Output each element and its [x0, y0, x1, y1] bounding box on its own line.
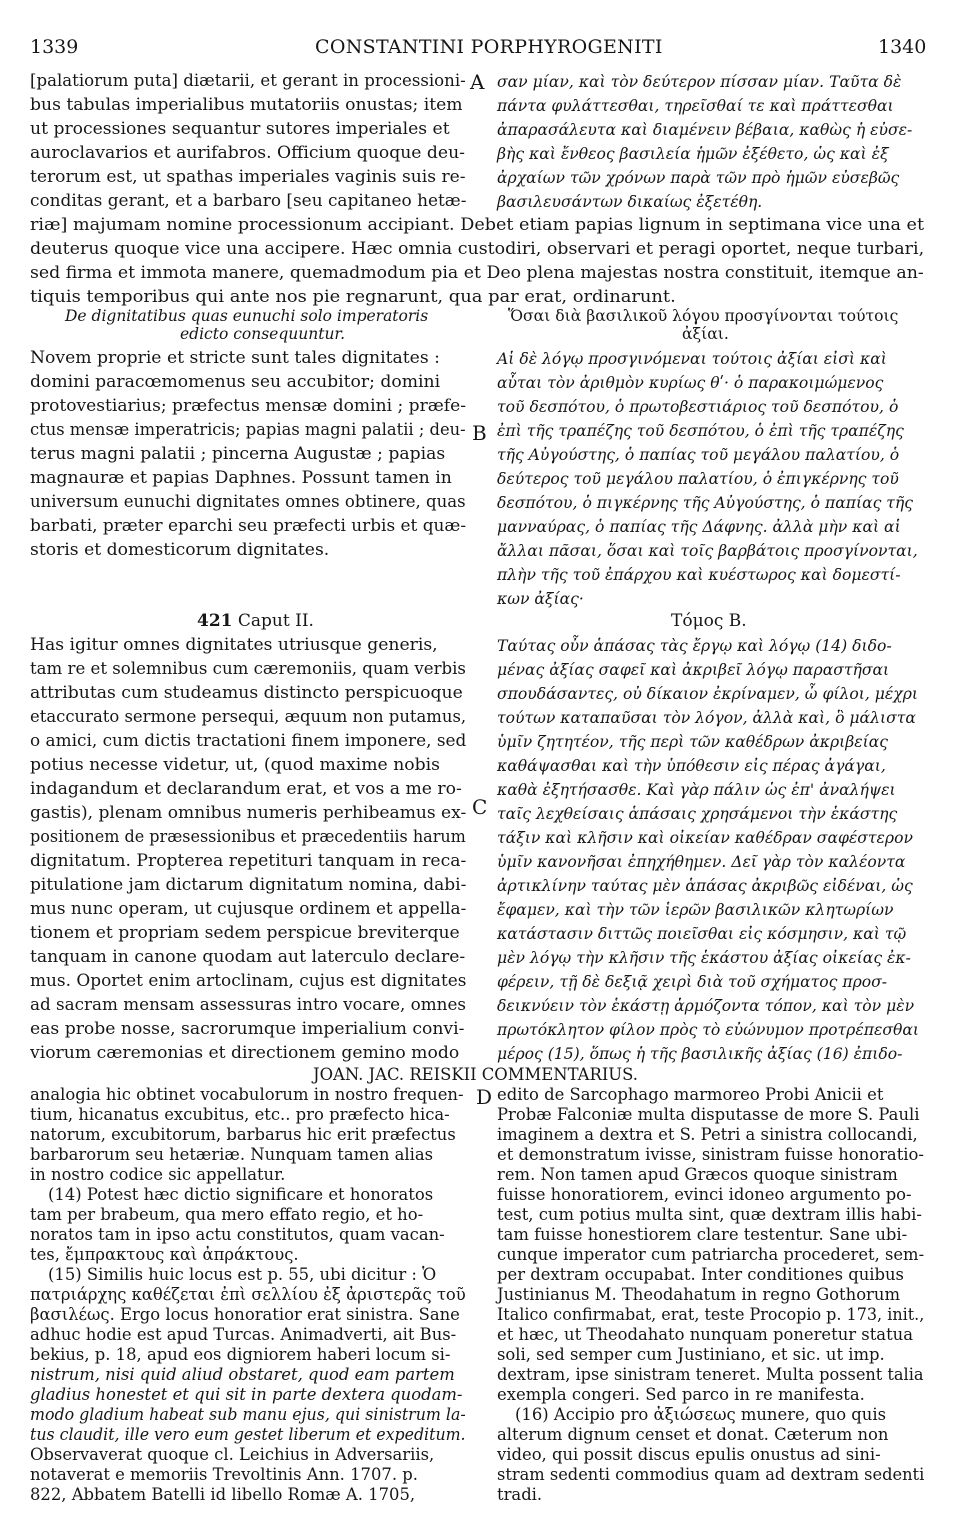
text-line: Αἱ δὲ λόγῳ προσγινόμεναι τούτοις ἀξίαι εἰσὶ καὶ [497, 350, 887, 368]
text-line: ἀπαρασάλευτα καὶ διαμένειν βέβαια, καθὼς ἡ εὐσε- [497, 121, 913, 139]
text-line: potius necesse videtur, ut, (quod maxime nobis [30, 755, 440, 775]
text-line: et hæc, ut Theodahato nunquam poneretur statua [497, 1325, 913, 1344]
text-line: barbati, præter eparchi seu præfecti urbis et quæ- [30, 516, 467, 536]
section-heading-latin: edicto consequuntur. [180, 325, 346, 343]
text-line: Italico confirmabat, erat, teste Procopio p. 173, init., [497, 1305, 925, 1324]
text-line: 822, Abbatem Batelli id libello Romæ A. 1705, [30, 1485, 416, 1504]
section-marker-a: A [470, 70, 485, 94]
text-line: τῆς Αὐγούστης, ὁ παπίας τοῦ μεγάλου παλατίου, ὁ [497, 446, 900, 464]
text-line: gastis), plenam omnibus numeris perhibeamus ex- [30, 803, 467, 823]
text-line: storis et domesticorum dignitates. [30, 540, 330, 560]
text-line: τάξιν καὶ κλῆσιν καὶ οἰκείαν καθέδραν σαφέστερον [497, 829, 913, 847]
text-line: exempla congeri. Sed parco in re manifesta. [497, 1385, 865, 1404]
text-line: πρωτόκλητον φίλον πρὸς τὸ εὐώνυμον προτρέπεσθαι [497, 1021, 919, 1039]
text-line: mus. Oportet enim artoclinam, cujus est dignitates [30, 971, 467, 991]
text-line: Novem proprie et stricte sunt tales dignitates : [30, 348, 440, 368]
text-line: attributas cum studeamus distincto perspicuoque [30, 683, 463, 703]
text-line: ctus mensæ imperatricis; papias magni palatii ; deu- [30, 420, 466, 440]
page-number-right: 1340 [878, 36, 927, 58]
text-line: τοῦ δεσπότου, ὁ πρωτοβεστιάριος τοῦ δεσπότου, ὁ [497, 398, 899, 416]
text-line: imaginem a dextra et S. Petri a sinistra collocandi, [497, 1125, 918, 1144]
text-line: notaverat e memoriis Trevoltinis Ann. 1707. p. [30, 1465, 418, 1484]
text-line: ἀρχαίων τῶν χρόνων παρὰ τῶν πρὸ ἡμῶν εὐσεβῶς [497, 169, 900, 187]
chapter-heading-latin [197, 613, 314, 630]
text-line: δεσπότου, ὁ πιγκέρνης τῆς Αὐγούστης, ὁ παπίας τῆς [497, 494, 914, 512]
chapter-label: Caput II. [237, 611, 314, 631]
text-line: soli, sed semper cum Justiniano, et sic. ut imp. [497, 1345, 885, 1364]
text-line: terus magni palatii ; pincerna Augustæ ; papias [30, 444, 446, 464]
text-line: (14) Potest hæc dictio significare et honoratos [48, 1185, 434, 1204]
text-line: πάντα φυλάττεσθαι, τηρεῖσθαί τε καὶ πράττεσθαι [497, 97, 894, 115]
text-line: πλὴν τῆς τοῦ ἐπάρχου καὶ κυέστωρος καὶ δομεστί- [497, 566, 901, 584]
text-line: mus nunc operam, ut cujusque ordinem et appella- [30, 899, 467, 919]
text-line: test, cum potius multa sint, quæ dextram illis habi- [497, 1205, 922, 1224]
text-line: magnauræ et papias Daphnes. Possunt tamen in [30, 468, 452, 488]
text-line: edito de Sarcophago marmoreo Probi Anicii et [497, 1085, 884, 1104]
text-line: tanquam in canone quodam aut laterculo declare- [30, 947, 466, 967]
section-heading-latin: De dignitatibus quas eunuchi solo imperatoris [65, 307, 429, 325]
text-line: ἄλλαι πᾶσαι, ὅσαι καὶ τοῖς βαρβάτοις προσγίνονται, [497, 542, 918, 560]
text-line: dignitatum. Propterea repetituri tanquam in reca- [30, 851, 467, 871]
text-line: bus tabulas imperialibus mutatoriis onustas; item [30, 95, 463, 115]
text-line: nistrum, nisi quid aliud obstaret, quod eam partem [30, 1365, 455, 1384]
text-line: καθάψασθαι καὶ τὴν ὑπόθεσιν εἰς πέρας ἀγάγαι, [497, 757, 886, 775]
text-line: video, qui possit discus epulis onustus ad sini- [497, 1445, 881, 1464]
text-line: tes, ἔμπρακτους καὶ ἀπράκτους. [30, 1245, 299, 1264]
text-line: ταῖς λεχθείσαις ἁπάσαις χρησάμενοι τὴν ἑκάστης [497, 805, 898, 823]
text-line: barbarorum seu hetæriæ. Nunquam tamen alias [30, 1145, 434, 1164]
text-line: tam re et solemnibus cum cæremoniis, quam verbis [30, 659, 466, 679]
text-line: viorum cæremonias et directionem gemino modo [30, 1043, 460, 1063]
text-line: tionem et propriam sedem perspicue breviterque [30, 923, 460, 943]
text-line: in nostro codice sic appellatur. [30, 1165, 286, 1184]
text-line: Observaverat quoque cl. Leichius in Adversariis, [30, 1445, 435, 1464]
text-line: cunque imperator cum patriarcha procederet, sem- [497, 1245, 925, 1264]
text-line: βὴς καὶ ἔνθεος βασιλεία ἡμῶν ἐξέθετο, ὡς καὶ ἐξ [497, 145, 889, 163]
text-line: adhuc hodie est apud Turcas. Animadverti, ait Bus- [30, 1325, 457, 1344]
section-heading-greek: ἀξίαι. [682, 325, 729, 343]
text-line: Probæ Falconiæ multa disputasse de more S. Pauli [497, 1105, 920, 1124]
section-marker-b: B [472, 421, 487, 445]
text-line: φέρειν, τῇ δὲ δεξιᾷ χειρὶ διὰ τοῦ σχήματος προσ- [497, 973, 888, 991]
text-line: τούτων καταπαῦσαι τὸν λόγον, ἀλλὰ καὶ, ὃ μάλιστα [497, 709, 916, 727]
section-marker-c: C [472, 795, 488, 819]
text-line: rem. Non tamen apud Græcos quoque sinistram [497, 1165, 898, 1184]
text-line: δεύτερος τοῦ μεγάλου παλατίου, ὁ ἐπιγκέρνης τοῦ [497, 470, 899, 488]
text-line: universum eunuchi dignitates omnes obtinere, quas [30, 492, 466, 512]
text-line: tium, hicanatus excubitus, etc.. pro præfecto hica- [30, 1105, 450, 1124]
text-line: tus claudit, ille vero eum gestet liberum et expeditum. [30, 1425, 466, 1444]
text-line: βασιλέως. Ergo locus honoratior erat sinistra. Sane [30, 1305, 460, 1324]
text-line: noratos tam in ipso actu constitutos, quam vacan- [30, 1225, 445, 1244]
text-line: indagandum et declarandum erat, et vos a me ro- [30, 779, 462, 799]
text-line: μέρος (15), ὅπως ἡ τῆς βασιλικῆς ἀξίας (16) ἐπιδο- [497, 1045, 903, 1063]
text-line: tiquis temporibus qui ante nos pie regnarunt, qua par erat, ordinarunt. [30, 287, 676, 307]
text-line: tradi. [497, 1485, 543, 1504]
text-line: ad sacram mensam assessuras intro vocare, omnes [30, 995, 466, 1015]
text-line: ἀρτικλίνην ταύτας μὲν ἁπάσας ἀκριβῶς εἰδέναι, ὡς [497, 877, 913, 895]
chapter-number: 421 [197, 611, 233, 631]
text-line: ὑμῖν ζητητέον, τῆς περὶ τῶν καθέδρων ἀκριβείας [497, 733, 889, 751]
text-line: ἔφαμεν, καὶ τὴν τῶν ἱερῶν βασιλικῶν κλητωρίων [497, 901, 894, 919]
text-line: protovestiarius; præfectus mensæ domini ; præfe- [30, 396, 466, 416]
text-line: conditas gerant, et a barbaro [seu capitaneo hetæ- [30, 191, 467, 211]
text-line: κων ἀξίας· [497, 590, 584, 608]
text-line: modo gladium habeat sub manu ejus, qui sinistrum la- [30, 1405, 466, 1424]
text-line: [palatiorum puta] diætarii, et gerant in processioni- [30, 71, 466, 91]
text-line: Ταύτας οὖν ἁπάσας τὰς ἔργῳ καὶ λόγῳ (14) διδο- [497, 637, 892, 655]
text-line: sed firma et immota manere, quemadmodum pia et Deo plena majestas nostra constituit, itemque an- [30, 263, 924, 283]
text-line: bekius, p. 18, apud eos digniorem haberi locum si- [30, 1345, 451, 1364]
text-line: fuisse honoratiorem, evinci idoneo argumento po- [497, 1185, 912, 1204]
text-line: μανναύρας, ὁ παπίας τῆς Δάφνης. ἀλλὰ μὴν καὶ αἱ [497, 518, 901, 536]
text-line: eas probe nosse, sacrorumque imperialium convi- [30, 1019, 465, 1039]
text-line: positionem de præsessionibus et præcedentiis harum [30, 827, 466, 847]
text-line: ὑμῖν κανονῆσαι ἐπηχήθημεν. Δεῖ γὰρ τὸν καλέοντα [497, 853, 906, 871]
text-line: δεικνύειν τὸν ἑκάστῃ ἁρμόζοντα τόπον, καὶ τὸν μὲν [497, 997, 915, 1015]
text-line: κατάστασιν διττῶς ποιεῖσθαι εἰς κόσμησιν, καὶ τῷ [497, 925, 907, 943]
text-line: σαν μίαν, καὶ τὸν δεύτερον πίσσαν μίαν. Ταῦτα δὲ [497, 73, 902, 91]
text-line: σπουδάσαντες, οὐ δίκαιον ἐκρίναμεν, ὦ φίλοι, μέχρι [497, 685, 919, 703]
page-number-left: 1339 [30, 36, 79, 58]
chapter-heading-greek: Τόμος Β. [671, 611, 747, 631]
text-line: ἐπὶ τῆς τραπέζης τοῦ δεσπότου, ὁ ἐπὶ τῆς τραπέζης [497, 422, 904, 440]
text-line: auroclavarios et aurifabros. Officium quoque deu- [30, 143, 465, 163]
text-line: analogia hic obtinet vocabulorum in nostro frequen- [30, 1085, 464, 1104]
text-line: πατριάρχης καθέζεται ἐπὶ σελλίου ἐξ ἀριστερᾶς τοῦ [30, 1285, 466, 1304]
running-title: CONSTANTINI PORPHYROGENITI [315, 36, 663, 58]
text-line: etaccurato sermone persequi, æquum non putamus, [30, 707, 467, 727]
text-line: βασιλευσάντων δικαίως ἐξετέθη. [497, 193, 763, 211]
text-line: domini paracœmomenus seu accubitor; domini [30, 372, 441, 392]
text-line: natorum, excubitorum, barbarus hic erit præfectus [30, 1125, 456, 1144]
text-line: tam fuisse honestiorem clare testentur. Sane ubi- [497, 1225, 908, 1244]
text-line: Justinianus M. Theodahatum in regno Gothorum [497, 1285, 900, 1304]
text-line: μὲν λόγῳ τὴν κλῆσιν τῆς ἑκάστου ἀξίας οἰκείας ἐκ- [497, 949, 911, 967]
text-line: et demonstratum ivisse, sinistram fuisse honoratio- [497, 1145, 924, 1164]
text-line: καθὰ ἐξητήσασθε. Καὶ γὰρ πάλιν ὡς ἐπ' ἀναλήψει [497, 781, 896, 799]
text-line: o amici, cum dictis tractationi finem imponere, sed [30, 731, 467, 751]
text-line: terorum est, ut spathas imperiales vaginis suis re- [30, 167, 466, 187]
text-line: tam per brabeum, qua mero effato regio, et ho- [30, 1205, 424, 1224]
text-line: (15) Similis huic locus est p. 55, ubi dicitur : Ὁ [48, 1265, 437, 1284]
text-line: alterum dignum censet et donat. Cæterum non [497, 1425, 889, 1444]
section-marker-d: D [476, 1085, 493, 1109]
text-line: stram sedenti commodius quam ad dextram sedenti [497, 1465, 925, 1484]
text-line: (16) Accipio pro ἀξιώσεως munere, quo quis [515, 1405, 886, 1424]
text-line: Has igitur omnes dignitates utriusque generis, [30, 635, 438, 655]
text-line: αὗται τὸν ἀριθμὸν κυρίως θʹ· ὁ παρακοιμώμενος [497, 374, 884, 392]
text-line: deuterus quoque vice una accipere. Hæc omnia custodiri, observari et peragi oportet, neque turbari, [30, 239, 925, 259]
text-line: ut processiones sequantur sutores imperiales et [30, 119, 450, 139]
text-line: riæ] majumam nomine processionum accipiant. Debet etiam papias lignum in septimana vice una et [30, 215, 925, 235]
text-line: gladius honestet et qui sit in parte dextera quodam- [30, 1385, 463, 1404]
text-line: pitulatione jam dictarum dignitatum nomina, dabi- [30, 875, 467, 895]
commentary-title: JOAN. JAC. REISKII COMMENTARIUS. [313, 1065, 638, 1084]
text-line: μένας ἀξίας σαφεῖ καὶ ἀκριβεῖ λόγῳ παραστῆσαι [497, 661, 890, 679]
text-line: dextram, ipse sinistram teneret. Multa possent talia [497, 1365, 924, 1384]
text-line: per dextram occupabat. Inter conditiones quibus [497, 1265, 904, 1284]
section-heading-greek: Ὅσαι διὰ βασιλικοῦ λόγου προσγίνονται τούτοις [508, 307, 899, 325]
